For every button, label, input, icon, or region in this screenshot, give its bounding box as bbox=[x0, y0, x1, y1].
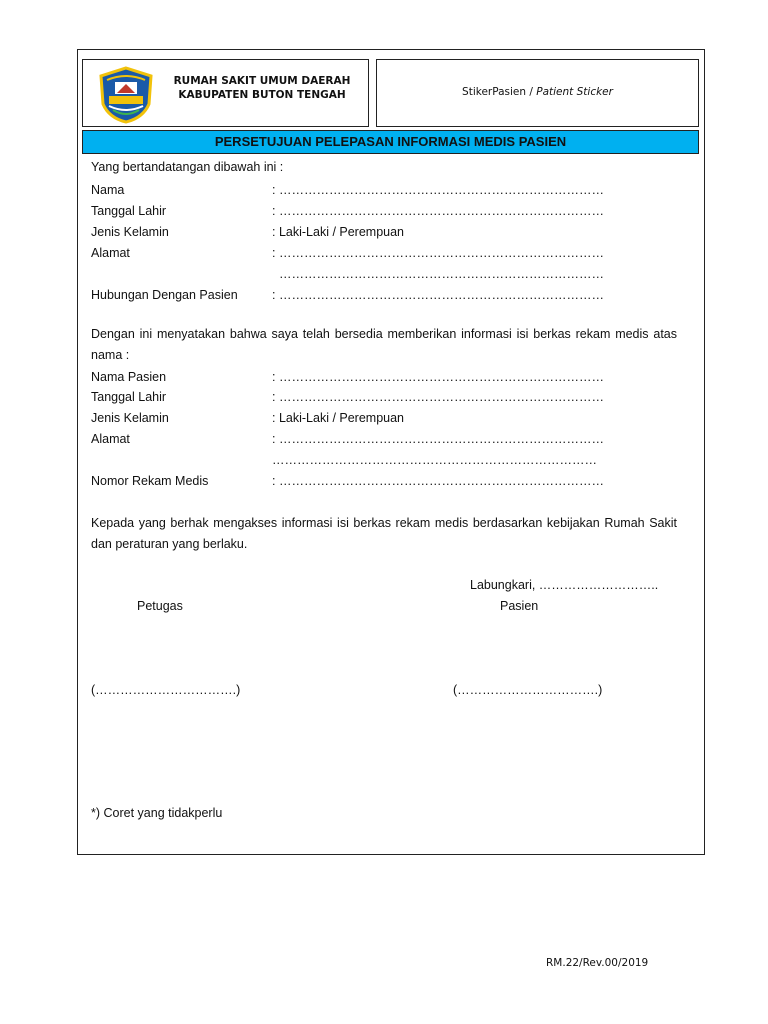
patient-signature-line: (…………………………….) bbox=[453, 683, 603, 697]
field-label: Nama Pasien bbox=[91, 370, 167, 384]
field-label: Jenis Kelamin bbox=[91, 411, 169, 425]
field-label: Alamat bbox=[91, 432, 130, 446]
hospital-name bbox=[162, 74, 362, 102]
patient-sticker-label bbox=[376, 86, 699, 98]
regency-logo-icon bbox=[97, 66, 155, 124]
field-value: : Laki-Laki / Perempuan bbox=[272, 225, 405, 239]
officer-label: Petugas bbox=[137, 599, 183, 613]
field-label: Tanggal Lahir bbox=[91, 204, 167, 218]
field-value: : …………………………………………………………………… bbox=[272, 390, 604, 404]
field-value: : …………………………………………………………………… bbox=[272, 432, 604, 446]
field-value: : …………………………………………………………………… bbox=[272, 246, 604, 260]
form-title: PERSETUJUAN PELEPASAN INFORMASI MEDIS PASIEN bbox=[82, 130, 699, 154]
field-label: Nama bbox=[91, 183, 125, 197]
field-value: : …………………………………………………………………… bbox=[272, 474, 604, 488]
field-label: Tanggal Lahir bbox=[91, 390, 167, 404]
access-policy-statement: Kepada yang berhak mengakses informasi isi berkas rekam medis berdasarkan kebijakan Rumah Sakit dan peraturan yang berlaku. bbox=[91, 516, 677, 551]
field-value: : …………………………………………………………………… bbox=[272, 370, 604, 384]
field-value: …………………………………………………………………… bbox=[272, 453, 597, 467]
field-label: Jenis Kelamin bbox=[91, 225, 169, 239]
field-value: : …………………………………………………………………… bbox=[272, 288, 604, 302]
form-code: RM.22/Rev.00/2019 bbox=[546, 957, 649, 969]
hospital-name-line1: RUMAH SAKIT UMUM DAERAH bbox=[173, 75, 351, 87]
hospital-name-line2: KABUPATEN BUTON TENGAH bbox=[178, 89, 346, 101]
section1-intro: Yang bertandatangan dibawah ini : bbox=[91, 160, 284, 174]
officer-signature-line: (…………………………….) bbox=[91, 683, 241, 697]
field-label: Nomor Rekam Medis bbox=[91, 474, 209, 488]
strike-note: *) Coret yang tidakperlu bbox=[91, 806, 223, 820]
sticker-label-en: Patient Sticker bbox=[536, 86, 613, 98]
field-value: : Laki-Laki / Perempuan bbox=[272, 411, 405, 425]
sticker-label-id: StikerPasien / bbox=[462, 86, 537, 98]
place-date: Labungkari, ……………………….. bbox=[470, 578, 659, 592]
field-value: : …………………………………………………………………… bbox=[272, 183, 604, 197]
field-value: : …………………………………………………………………… bbox=[272, 204, 604, 218]
field-label: Hubungan Dengan Pasien bbox=[91, 288, 238, 302]
consent-statement: Dengan ini menyatakan bahwa saya telah bersedia memberikan informasi isi berkas rekam medis atas nama : bbox=[91, 327, 677, 362]
field-label: Alamat bbox=[91, 246, 130, 260]
field-value: …………………………………………………………………… bbox=[272, 267, 604, 281]
patient-label: Pasien bbox=[500, 599, 539, 613]
